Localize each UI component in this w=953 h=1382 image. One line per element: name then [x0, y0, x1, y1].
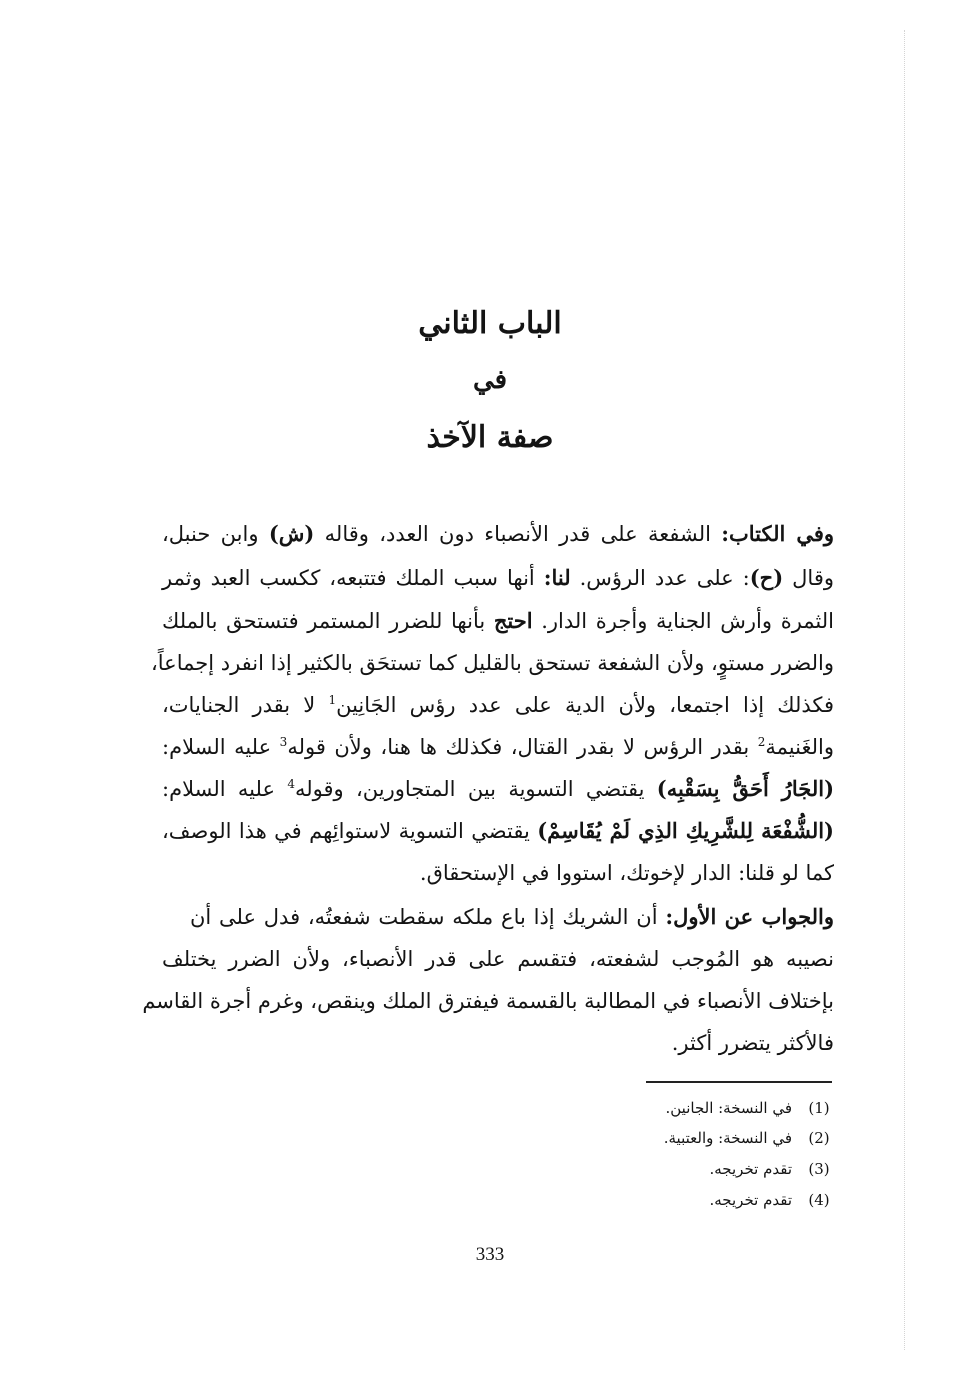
paragraph1-line-7: (الجَارُ أَحَقُّ بِسَقْبِه) يقتضي التسوية بين المتجاورين، وقوله$^4$ عليه السلام:	[162, 776, 835, 801]
ihtajja-label: احتج	[493, 608, 533, 633]
hadith-quote-2: (الشُّفْعَة لِلشَّرِيكِ الذِي لَمْ يُقَاسِمْ)	[537, 818, 834, 843]
page-edge-line	[904, 30, 905, 1350]
paragraph2-line-3: بإختلاف الأنصباء في المطالبة بالقسمة فيفترق الملك وينقص، وغرم أجرة القاسم	[142, 989, 834, 1013]
footnote-ref-2: 2	[757, 735, 766, 749]
footnote-text: تقدم تخريجه.	[709, 1191, 792, 1209]
footnote-number: (3)	[808, 1160, 830, 1178]
footnote-number: (4)	[808, 1191, 830, 1209]
shafii-abbrev: (ش)	[268, 521, 315, 546]
paragraph2-line-2: نصيبه هو المُوجب لشفعته، فتقسم على قدر الأنصباء، ولأن الضرر يختلف	[162, 947, 834, 971]
footnote-1	[665, 1097, 832, 1119]
kitab-label: وفي الكتاب:	[721, 521, 834, 546]
paragraph2-line-1: والجواب عن الأول: أن الشريك إذا باع ملكه سقطت شفعتُه، فدل على أن	[190, 904, 834, 929]
paragraph1-line-5: فكذلك إذا اجتمعا، ولأن الدية على عدد رؤس الجَانِين$^1$ لا بقدر الجنايات،	[162, 693, 834, 717]
footnote-2	[664, 1127, 832, 1149]
chapter-connector: في	[472, 365, 508, 395]
footnote-number: (1)	[808, 1099, 830, 1117]
footnote-ref-1: 1	[328, 693, 337, 707]
footnote-number: (2)	[808, 1129, 830, 1147]
footnote-text: في النسخة: والعتبية.	[663, 1129, 792, 1147]
lana-label: لنا:	[543, 565, 571, 590]
page-number: 333	[475, 1244, 505, 1265]
footnote-text: تقدم تخريجه.	[709, 1160, 792, 1178]
answer-label: والجواب عن الأول:	[665, 904, 834, 929]
footnote-text: في النسخة: الجانين.	[665, 1099, 792, 1117]
footnote-separator	[646, 1081, 832, 1083]
paragraph1-line-6: والغَنيمة$^2$ بقدر الرؤس لا بقدر القتال، فكذلك ها هنا، ولأن قوله$^3$ عليه السلام:	[162, 735, 834, 759]
paragraph1-line-2: وقال (ح): على عدد الرؤس. لنا: أنها سبب الملك فتتبعه، ككسب العبد وثمر	[162, 565, 834, 590]
chapter-subtitle: صفة الآخذ	[426, 420, 554, 455]
footnote-3	[710, 1158, 833, 1180]
paragraph1-line-3: الثمرة وأرش الجناية وأجرة الدار. احتج بأنها للضرر المستمر فتستحق بالملك	[162, 608, 834, 633]
paragraph1-line-8: (الشُّفْعَة لِلشَّرِيكِ الذِي لَمْ يُقَاسِمْ) يقتضي التسوية لاستوائِهم في هذا الوصف،	[162, 818, 834, 843]
hanafi-abbrev: (ح)	[749, 565, 784, 590]
hadith-quote-1: (الجَارُ أَحَقُّ بِسَقْبِه)	[656, 776, 835, 801]
footnote-ref-3: 3	[279, 735, 288, 749]
paragraph1-line-1: وفي الكتاب: الشفعة على قدر الأنصباء دون العدد، وقاله (ش) وابن حنبل،	[162, 521, 834, 546]
paragraph2-line-4: فالأكثر يتضرر أكثر.	[671, 1031, 834, 1055]
footnote-ref-4: 4	[287, 777, 295, 791]
chapter-title: الباب الثاني	[418, 306, 562, 341]
paragraph1-line-9: كما لو قلنا: الدار لإخوتك، استووا في الإستحقاق.	[419, 861, 834, 885]
footnote-4	[710, 1189, 833, 1211]
paragraph1-line-4: والضرر مستوٍ، ولأن الشفعة تستحق بالقليل كما تستحَق بالكثير إذا انفرد إجماعاً،	[151, 651, 834, 675]
